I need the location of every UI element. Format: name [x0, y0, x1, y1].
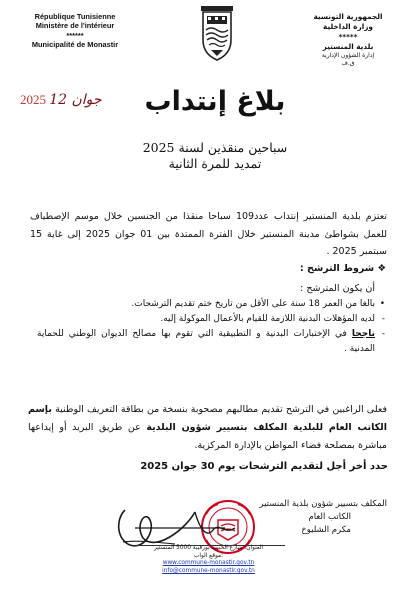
- application-recipient: بإسم الكاتب العام للبلدية المكلف بتسيير شؤون البلدية: [28, 404, 387, 433]
- header-right-stars: *****: [338, 32, 358, 41]
- footer-site-label: موقع الواب:: [193, 552, 224, 559]
- application-text-b: عن طريق البريد أو إيداعها مباشرة بمصلحة فضاء المواطن بالإدارة المركزية.: [28, 422, 387, 451]
- condition-physical: - لديه المؤهلات البدنية اللازمة للقيام بالأعمال الموكولة إليه.: [37, 312, 387, 327]
- page-title: بلاغ إنتداب: [144, 86, 286, 117]
- header-left-country: République Tunisienne: [34, 12, 116, 21]
- date-stamp: [20, 92, 102, 108]
- header-right-country: الجمهورية التونسية: [313, 12, 383, 21]
- footer-website-link[interactable]: www.commune-monastir.gov.tn: [162, 560, 255, 567]
- subtitle-line-2: تمديد للمرة الثانية: [168, 156, 262, 171]
- conditions-list: [37, 297, 387, 357]
- bullet-icon: ❖: [377, 263, 386, 274]
- header-right-municipality: بلدية المنستير: [322, 42, 374, 51]
- condition-tests-text: في الإختبارات البدنية و التطبيقية التي تقوم بها مصالح الديوان الوطني للحماية المدنية .: [37, 329, 375, 354]
- application-paragraph: [28, 401, 387, 455]
- deadline: حدد أخر أجل لتقديم الترشحات يوم 30 جوان 2025: [140, 461, 388, 472]
- condition-tests: [37, 327, 387, 357]
- header-left: [16, 12, 134, 50]
- application-text-a: فعلى الراغبين في الترشح تقديم مطالبهم مصحوبة بنسخة من بطاقة التعريف الوطنية: [51, 404, 387, 415]
- conditions-title: [300, 263, 386, 274]
- conditions-intro: أن يكون المترشح :: [300, 283, 375, 294]
- header-right-ref: ق.ف: [341, 59, 355, 67]
- footer-address: العنوان: شارع الحبيب بورقيبة 5000 المنستير: [153, 545, 264, 551]
- conditions-title-text: شروط الترشح :: [299, 263, 375, 274]
- header-left-municipality: Municipalité de Monastir: [31, 40, 119, 50]
- header-right: [293, 12, 403, 67]
- signer-title: الكاتب العام: [308, 512, 351, 522]
- subtitle-line-1: سباحين منقذين لسنة 2025: [142, 140, 288, 155]
- condition-age: • بالغا من العمر 18 سنة على الأقل من تاريخ ختم تقديم الترشحات.: [37, 297, 387, 312]
- header-right-department: إدارة الشؤون الإدارية: [321, 52, 375, 59]
- date-stamp-day-month: 12 جوان: [49, 92, 102, 108]
- date-stamp-year: 2025: [20, 92, 46, 107]
- signer-role: المكلف بتسيير شؤون بلدية المنستير: [259, 499, 387, 509]
- header-right-ministry: وزارة الداخلية: [323, 22, 373, 31]
- condition-tests-keyword: ناجحا: [351, 329, 375, 339]
- subtitle: [100, 140, 330, 172]
- crest-icon: [199, 6, 235, 62]
- header-left-ministry: Ministère de l'intérieur: [35, 21, 115, 31]
- footer-email-link[interactable]: info@commune-monastir.gov.tn: [162, 567, 255, 574]
- header-left-stars: ******: [66, 30, 84, 40]
- signer-name: مكرم الشليوخ: [301, 525, 351, 535]
- footer: [100, 545, 317, 575]
- announcement-paragraph: تعتزم بلدية المنستير إنتداب عدد109 سباحا منقذا من الجنسين خلال موسم الإصطياف للعمل بشواطئ مدينة المنستير خلال الفترة الممتدة بين 01 جوان 2025 إلى غاية 15 سبتمبر 2025 .: [30, 211, 387, 257]
